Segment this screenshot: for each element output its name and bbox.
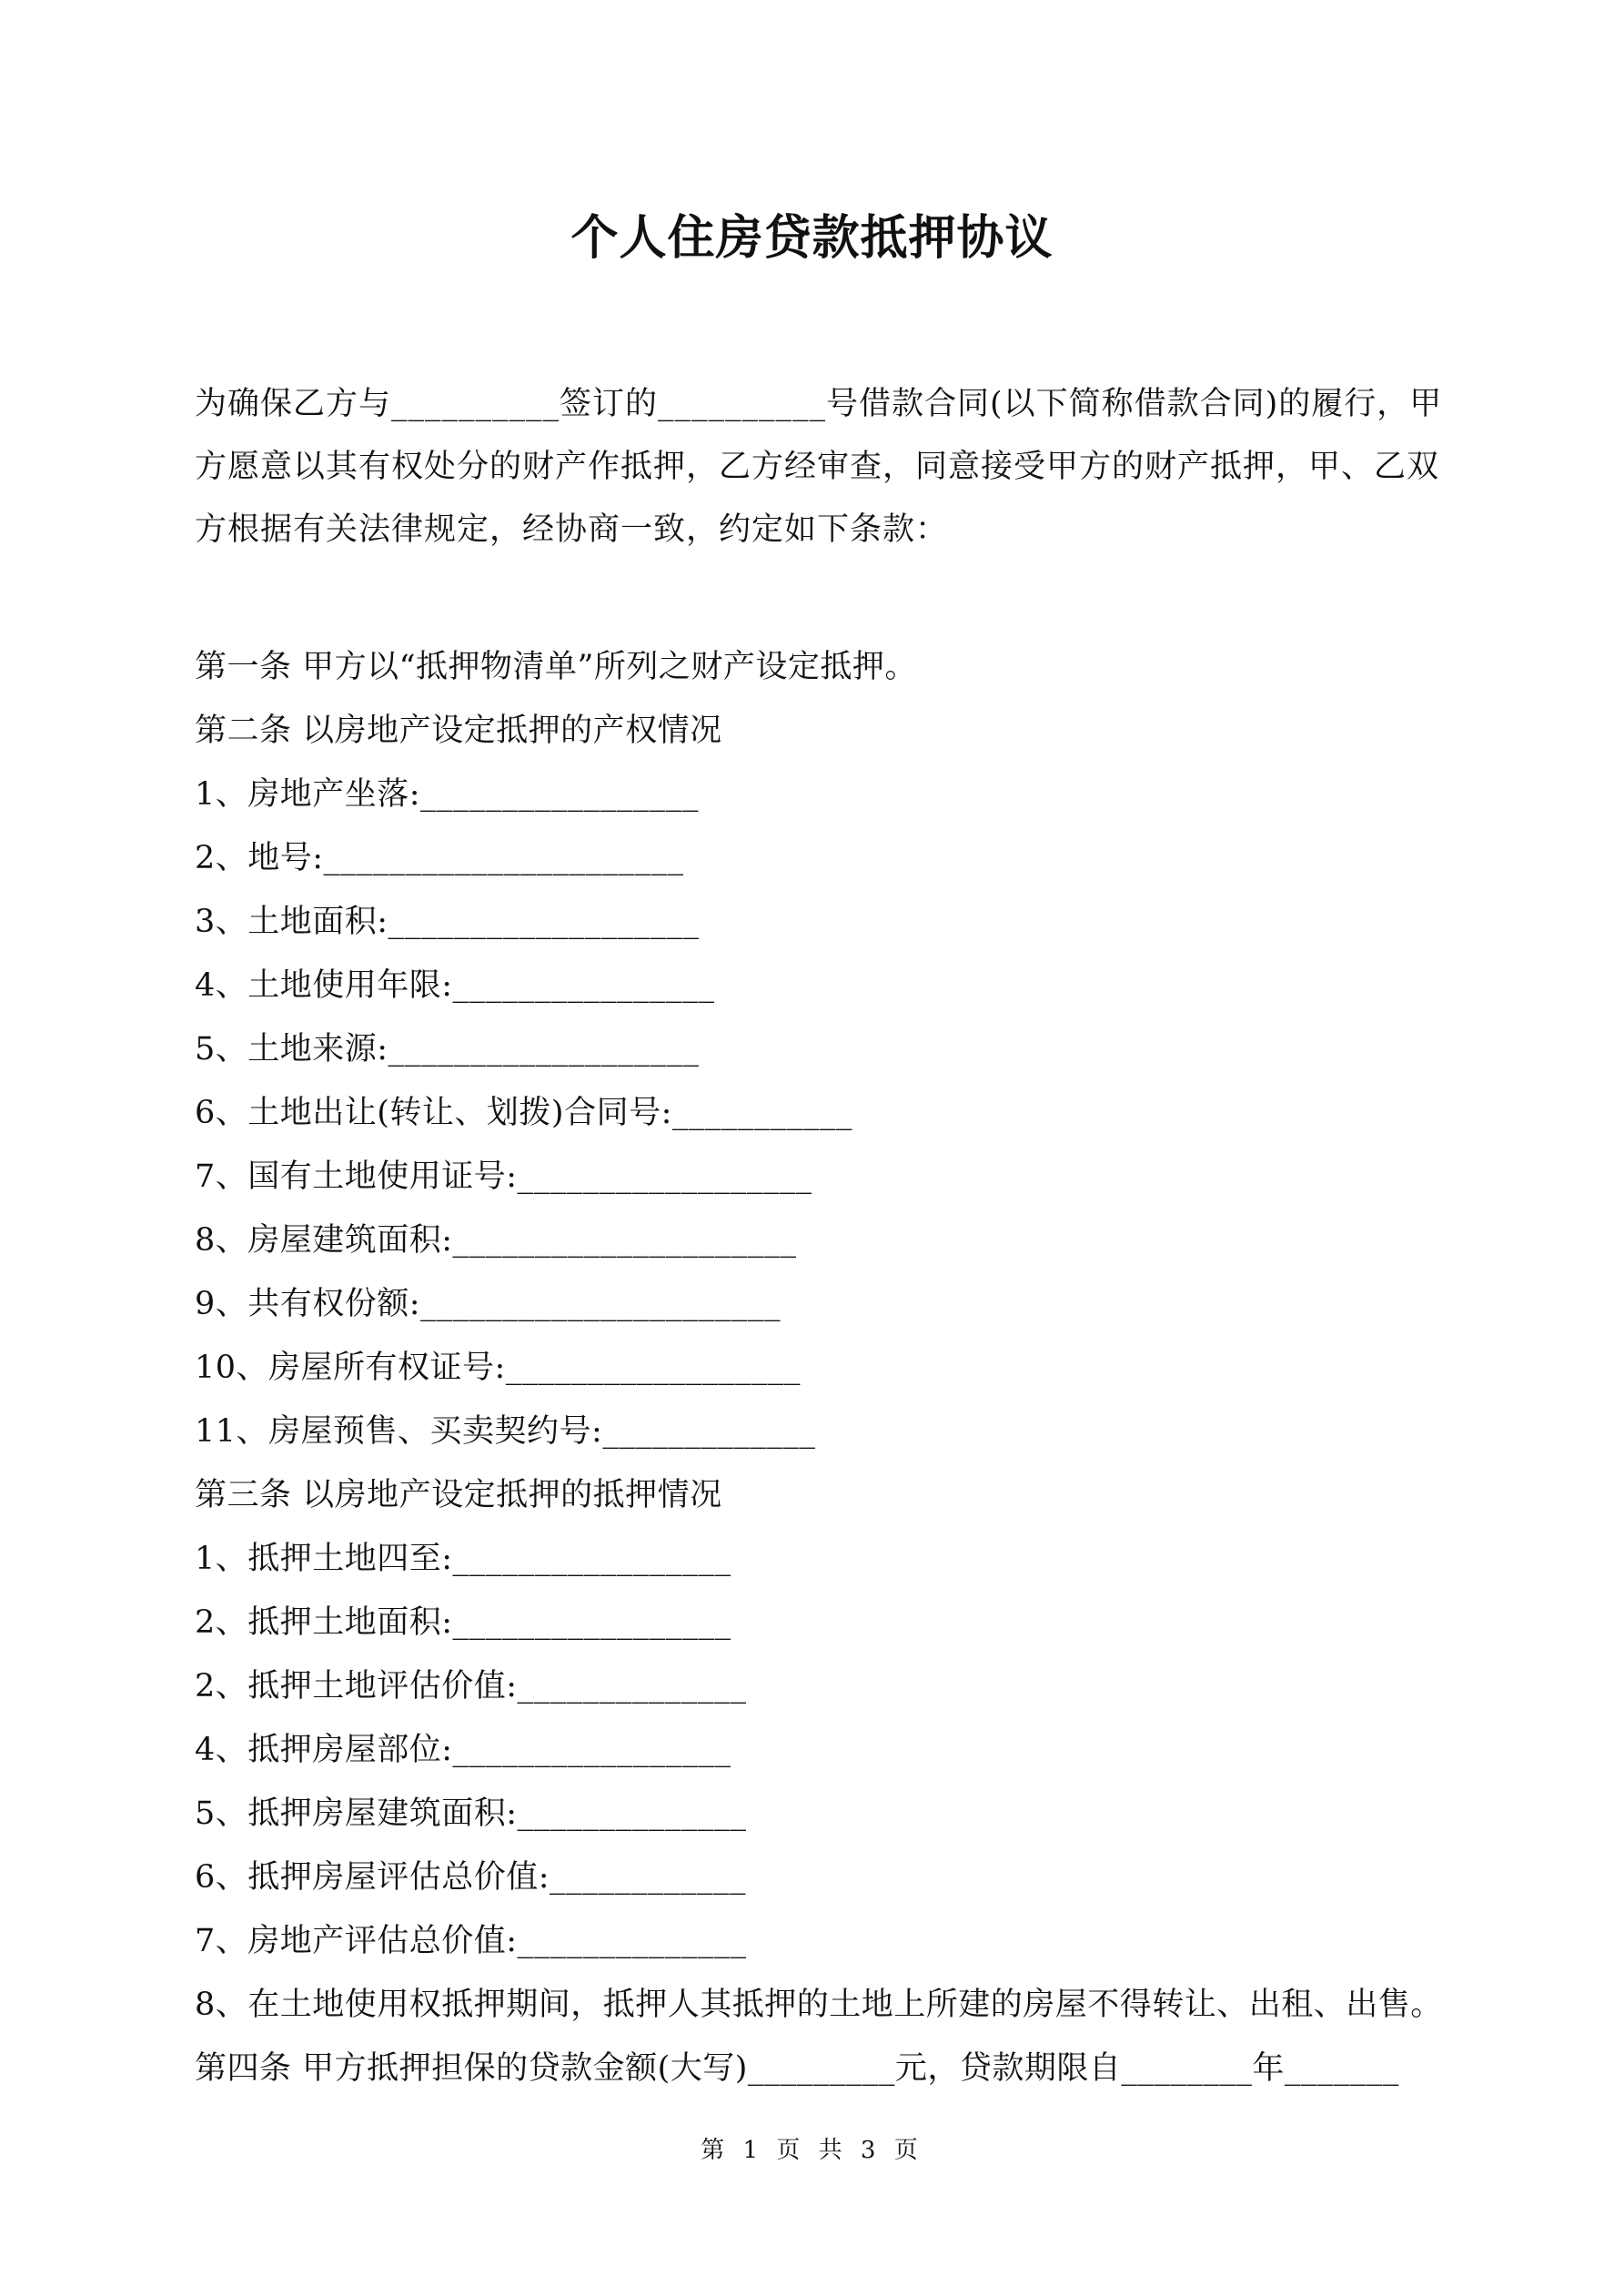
land-contract-number-field: 6、土地出让(转让、划拨)合同号:___________ (195, 1095, 852, 1131)
lot-number-field: 2、地号:______________________ (195, 840, 684, 876)
intro-paragraph (195, 373, 1441, 561)
land-use-restriction-clause: 8、在土地使用权抵押期间，抵押人其抵押的土地上所建的房屋不得转让、出租、出售。 (195, 1987, 1443, 2023)
property-total-value-field: 7、房地产评估总价值:______________ (195, 1923, 747, 1959)
mortgaged-land-area-field: 2、抵押土地面积:_________________ (195, 1604, 731, 1641)
mortgaged-house-value-field: 6、抵押房屋评估总价值:____________ (195, 1859, 747, 1896)
clause-3-heading: 第三条 以房地产设定抵押的抵押情况 (195, 1477, 722, 1513)
land-source-field: 5、土地来源:___________________ (195, 1031, 700, 1067)
property-location-field: 1、房地产坐落:_________________ (195, 776, 700, 813)
intro-line: 方愿意以其有权处分的财产作抵押，乙方经审查，同意接受甲方的财产抵押，甲、乙双 (195, 449, 1440, 485)
clause-4-loan-amount: 第四条 甲方抵押担保的贷款金额(大写)_________元，贷款期限自________年_______ (195, 2050, 1399, 2087)
co-ownership-share-field: 9、共有权份额:______________________ (195, 1286, 782, 1322)
land-use-certificate-field: 7、国有土地使用证号:__________________ (195, 1158, 812, 1195)
clause-2-heading: 第二条 以房地产设定抵押的产权情况 (195, 713, 722, 749)
mortgaged-land-value-field: 2、抵押土地评估价值:______________ (195, 1668, 747, 1704)
mortgaged-house-area-field: 5、抵押房屋建筑面积:______________ (195, 1795, 747, 1832)
mortgaged-house-location-field: 4、抵押房屋部位:_________________ (195, 1732, 731, 1768)
presale-contract-field: 11、房屋预售、买卖契约号:_____________ (195, 1413, 816, 1450)
land-use-term-field: 4、土地使用年限:________________ (195, 967, 715, 1004)
clause-1: 第一条 甲方以“抵押物清单”所列之财产设定抵押。 (195, 649, 917, 685)
intro-line: 为确保乙方与__________签订的__________号借款合同(以下简称借款合同)的履行，甲 (195, 386, 1443, 422)
intro-line: 方根据有关法律规定，经协商一致，约定如下条款： (195, 511, 949, 548)
mortgaged-land-boundaries-field: 1、抵押土地四至:_________________ (195, 1541, 731, 1577)
page-number-footer: 第 1 页 共 3 页 (701, 2137, 923, 2164)
land-area-field: 3、土地面积:___________________ (195, 904, 700, 940)
ownership-certificate-field: 10、房屋所有权证号:__________________ (195, 1350, 801, 1386)
document-title: 个人住房贷款抵押协议 (570, 210, 1054, 266)
building-area-field: 8、房屋建筑面积:_____________________ (195, 1222, 797, 1259)
